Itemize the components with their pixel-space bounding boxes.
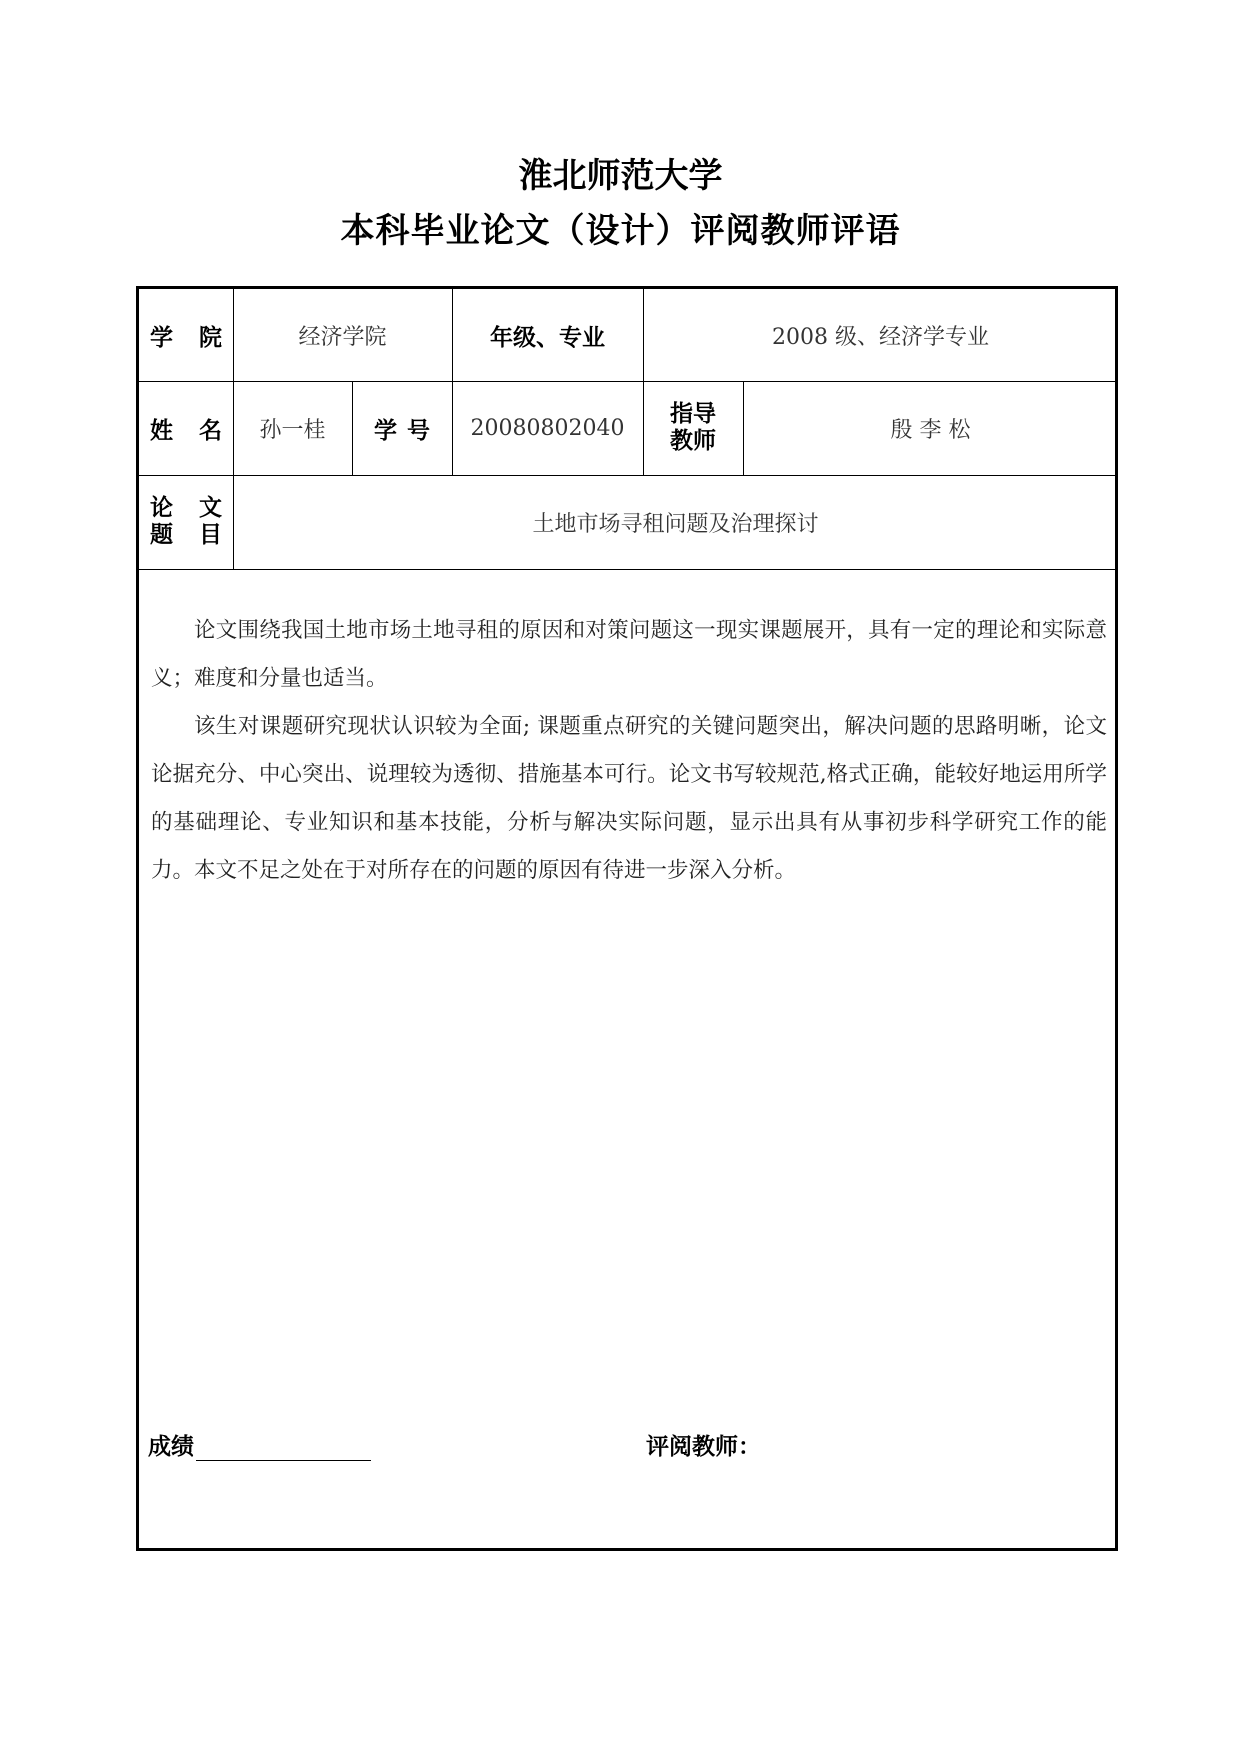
student-id-label: 学 号 <box>374 417 430 444</box>
university-name: 淮北师范大学 <box>518 156 723 196</box>
grade-major-label: 年级、专业 <box>490 324 605 351</box>
reviewer-label: 评阅教师： <box>646 1434 761 1460</box>
grade-major-value: 2008 级、经济学专业 <box>772 324 989 350</box>
thesis-title-label: 论 文 题 目 <box>150 495 222 548</box>
name-value: 孙一桂 <box>259 417 326 443</box>
review-form <box>136 286 1118 1551</box>
grade-blank-line[interactable] <box>196 1438 371 1461</box>
student-id-value: 20080802040 <box>470 415 625 441</box>
college-label: 学 院 <box>150 324 222 351</box>
advisor-label: 指导 教师 <box>670 401 716 454</box>
row-divider <box>139 569 1115 570</box>
grade-label: 成绩 <box>148 1434 194 1460</box>
grade-field <box>148 1428 371 1461</box>
advisor-value: 殷 李 松 <box>890 417 971 443</box>
comment-paragraph: 该生对课题研究现状认识较为全面; 课题重点研究的关键问题突出，解决问题的思路明晰，论文论据充分、中心突出、说理较为透彻、措施基本可行。论文书写较规范,格式正确，能较好地运用所学的基础理论、专业知识和基本技能，分析与解决实际问题，显示出具有从事初步科学研究工作的能力。本文不足之处在于对所存在的问题的原因有待进一步深入分析。 <box>151 714 1107 883</box>
thesis-title-value: 土地市场寻租问题及治理探讨 <box>532 511 819 537</box>
form-title: 本科毕业论文（设计）评阅教师评语 <box>340 211 901 251</box>
name-label: 姓 名 <box>150 417 222 444</box>
review-comment <box>151 607 1107 895</box>
college-value: 经济学院 <box>298 324 387 350</box>
comment-paragraph: 论文围绕我国土地市场土地寻租的原因和对策问题这一现实课题展开，具有一定的理论和实际意义；难度和分量也适当。 <box>151 618 1107 691</box>
